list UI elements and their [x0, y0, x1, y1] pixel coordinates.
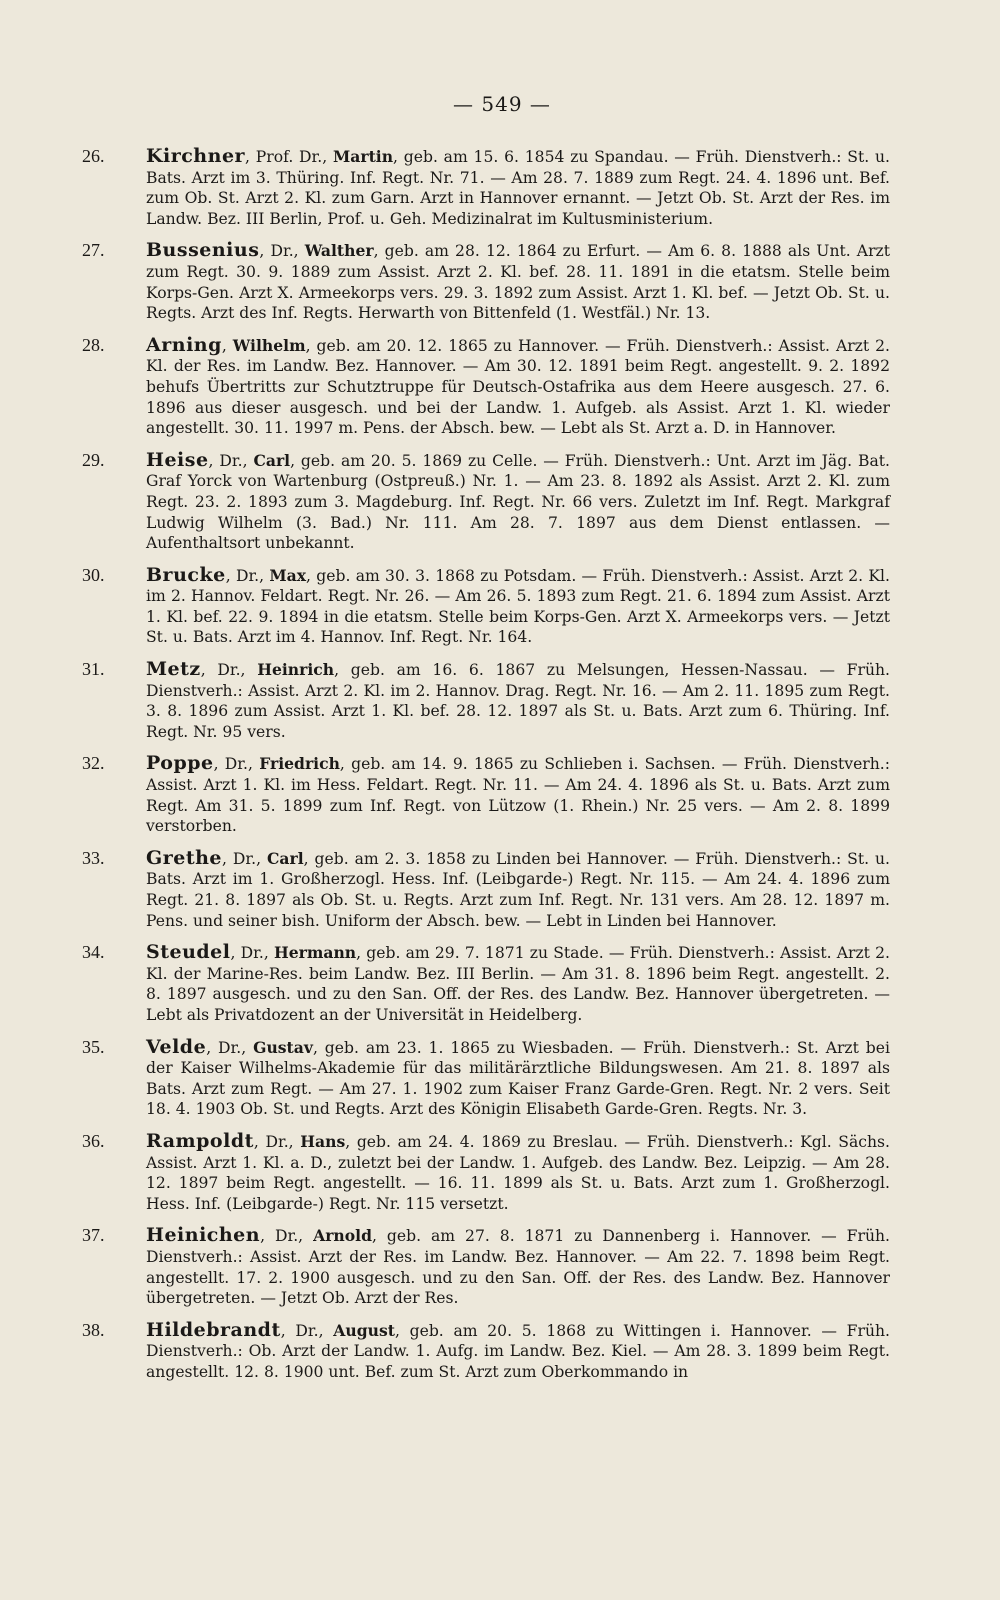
entry-number: 37.: [82, 1225, 105, 1246]
entry-title: , Dr.,: [280, 1321, 334, 1340]
list-item: [82, 1225, 890, 1308]
entry-given-name: Max: [269, 565, 307, 585]
list-item: [82, 450, 890, 554]
entry-number: 29.: [82, 449, 105, 470]
entry-number: 35.: [82, 1036, 105, 1057]
entry-title: ,: [221, 336, 233, 355]
entry-surname: Steudel: [146, 941, 231, 964]
entry-list: [82, 146, 890, 1382]
list-item: [82, 1320, 890, 1383]
entry-surname: Grethe: [146, 846, 223, 869]
list-item: [82, 146, 890, 229]
entry-title: , Dr.,: [200, 661, 258, 680]
entry-text: , geb. am 20. 5. 1869 zu Celle. — Früh. Dienstverh.: Unt. Arzt im Jäg. Bat. Graf Yorck von Wartenburg (Ostpreuß.) Nr. 1. — Am 23. 8. 1892 als Assist. Arzt 2. Kl. zum Regt. 23. 2. 1893 zum 3. Magdeburg. Inf. Regt. Nr. 66 vers. Zuletzt im Inf. Regt. Markgraf Ludwig Wilhelm (3. Bad.) Nr. 111. Am 28. 7. 1897 aus dem Dienst entlassen. — Aufenthaltsort unbekannt.: [146, 451, 891, 553]
entry-surname: Metz: [146, 658, 201, 681]
list-item: [82, 335, 890, 439]
entry-number: 26.: [82, 146, 105, 166]
entry-given-name: Martin: [332, 147, 394, 166]
entry-surname: Rampoldt: [146, 1129, 254, 1152]
list-item: [82, 565, 890, 648]
entry-number: 38.: [82, 1319, 105, 1340]
entry-text: , geb. am 29. 7. 1871 zu Stade. — Früh. Dienstverh.: Assist. Arzt 2. Kl. der Marine-Res. beim Landw. Bez. III Berlin. — Am 31. 8. 1896 beim Regt. angestellt. 2. 8. 1897 ausgesch. und zu den San. Off. der Res. des Landw. Bez. Hannover übergetreten. — Lebt als Privatdozent an der Universität in Heidelberg.: [146, 944, 890, 1024]
list-item: [82, 848, 890, 931]
entry-text: , geb. am 20. 12. 1865 zu Hannover. — Früh. Dienstverh.: Assist. Arzt 2. Kl. der Res. im Landw. Bez. Hannover. — Am 30. 12. 1891 beim Regt. angestellt. 9. 2. 1892 behufs Übertritts zur Schutztruppe für Deutsch-Ostafrika aus dem Heere ausgesch. 27. 6. 1896 aus dieser ausgesch. und bei der Landw. 1. Aufgeb. als Assist. Arzt 1. Kl. wieder angestellt. 30. 11. 1997 m. Pens. der Absch. bew. — Lebt als St. Arzt a. D. in Hannover.: [146, 336, 890, 438]
list-item: [82, 1131, 890, 1214]
entry-title: , Dr.,: [259, 242, 305, 261]
entry-given-name: Gustav: [253, 1037, 313, 1057]
entry-title: , Dr.,: [222, 849, 267, 868]
list-item: [82, 1037, 890, 1120]
entry-number: 36.: [82, 1130, 105, 1151]
entry-number: 34.: [82, 942, 105, 963]
entry-given-name: Carl: [253, 450, 291, 470]
entry-text: , geb. am 14. 9. 1865 zu Schlieben i. Sachsen. — Früh. Dienstverh.: Assist. Arzt 1. Kl. im Hess. Feldart. Regt. Nr. 11. — Am 24. 4. 1896 als St. u. Bats. Arzt zum Regt. Am 31. 5. 1899 zum Inf. Regt. von Lützow (1. Rhein.) Nr. 25 vers. — Am 2. 8. 1899 verstorben.: [146, 755, 891, 836]
entry-text: , geb. am 16. 6. 1867 zu Melsungen, Hessen-Nassau. — Früh. Dienstverh.: Assist. Arzt 2. Kl. im 2. Hannov. Drag. Regt. Nr. 16. — Am 2. 11. 1895 zum Regt. 3. 8. 1896 zum Assist. Arzt 1. Kl. bef. 28. 12. 1897 als St. u. Bats. Arzt zum 6. Thüring. Inf. Regt. Nr. 95 vers.: [146, 661, 890, 741]
entry-surname: Heinichen: [146, 1224, 261, 1247]
entry-number: 30.: [82, 564, 105, 585]
entry-given-name: Walther: [304, 241, 374, 261]
list-item: [82, 942, 890, 1025]
entry-text: , geb. am 2. 3. 1858 zu Linden bei Hannover. — Früh. Dienstverh.: St. u. Bats. Arzt im 1. Großherzogl. Hess. Inf. (Leibgarde-) Regt. Nr. 115. — Am 24. 4. 1896 zum Regt. 21. 8. 1897 als Ob. St. u. Regts. Arzt zum Inf. Regt. Nr. 131 vers. Am 28. 12. 1897 m. Pens. und seiner bish. Uniform der Absch. bew. — Lebt in Linden bei Hannover.: [146, 849, 890, 930]
list-item: [82, 753, 890, 836]
entry-surname: Brucke: [146, 563, 226, 586]
entry-surname: Arning: [146, 333, 222, 356]
entry-given-name: Wilhelm: [232, 335, 306, 355]
entry-title: , Dr.,: [253, 1132, 301, 1151]
entry-surname: Hildebrandt: [146, 1318, 281, 1341]
entry-number: 28.: [82, 334, 105, 355]
entry-title: , Dr.,: [208, 451, 254, 470]
list-item: [82, 659, 890, 742]
entry-surname: Velde: [146, 1035, 207, 1058]
entry-text: , geb. am 23. 1. 1865 zu Wiesbaden. — Früh. Dienstverh.: St. Arzt bei der Kaiser Wilhelms-Akademie für das militärärztliche Bildungswesen. Am 21. 8. 1897 als Bats. Arzt zum Regt. — Am 27. 1. 1902 zum Kaiser Franz Garde-Gren. Regt. Nr. 2 vers. Seit 18. 4. 1903 Ob. St. und Regts. Arzt des Königin Elisabeth Garde-Gren. Regts. Nr. 3.: [146, 1038, 890, 1119]
entry-given-name: Hans: [300, 1131, 346, 1151]
entry-text: , geb. am 20. 5. 1868 zu Wittingen i. Hannover. — Früh. Dienstverh.: Ob. Arzt der Landw. 1. Aufg. im Landw. Bez. Kiel. — Am 28. 3. 1899 beim Regt. angestellt. 12. 8. 1900 unt. Bef. zum St. Arzt zum Oberkommando in: [146, 1321, 891, 1381]
page-number: — 549 —: [453, 92, 551, 116]
entry-given-name: Arnold: [313, 1226, 372, 1246]
entry-number: 32.: [82, 753, 105, 774]
entry-title: , Dr.,: [225, 566, 270, 585]
entry-given-name: Hermann: [273, 943, 357, 963]
entry-given-name: Friedrich: [259, 754, 340, 774]
entry-title: , Dr.,: [230, 944, 274, 963]
entry-number: 27.: [82, 240, 105, 261]
entry-surname: Heise: [146, 448, 209, 471]
entry-given-name: August: [333, 1320, 395, 1340]
entry-text: , geb. am 30. 3. 1868 zu Potsdam. — Früh. Dienstverh.: Assist. Arzt 2. Kl. im 2. Hannov. Feldart. Regt. Nr. 26. — Am 26. 5. 1893 zum Regt. 21. 6. 1894 zum Assist. Arzt 1. Kl. bef. 22. 9. 1894 in die etatsm. Stelle beim Korps-Gen. Arzt X. Armeekorps vers. — Jetzt St. u. Bats. Arzt im 4. Hannov. Inf. Regt. Nr. 164.: [146, 566, 890, 647]
entry-surname: Poppe: [146, 752, 214, 775]
entry-number: 33.: [82, 847, 105, 868]
entry-title: , Prof. Dr.,: [245, 148, 333, 166]
entry-title: , Dr.,: [213, 755, 260, 774]
list-item: [82, 240, 890, 323]
entry-given-name: Heinrich: [257, 660, 335, 680]
entry-number: 31.: [82, 659, 105, 680]
entry-given-name: Carl: [266, 848, 304, 868]
entry-surname: Kirchner: [146, 145, 246, 167]
entry-text: , geb. am 15. 6. 1854 zu Spandau. — Früh. Dienstverh.: St. u. Bats. Arzt im 3. Thüring. Inf. Regt. Nr. 71. — Am 28. 7. 1889 zum Regt. 24. 4. 1896 unt. Bef. zum Ob. St. Arzt 2. Kl. zum Garn. Arzt in Hannover ernannt. — Jetzt Ob. St. Arzt der Res. im Landw. Bez. III Berlin, Prof. u. Geh. Medizinalrat im Kultusministerium.: [146, 148, 890, 228]
entry-title: , Dr.,: [260, 1227, 314, 1246]
entry-title: , Dr.,: [206, 1038, 254, 1057]
entry-text: , geb. am 28. 12. 1864 zu Erfurt. — Am 6. 8. 1888 als Unt. Arzt zum Regt. 30. 9. 1889 zum Assist. Arzt 2. Kl. bef. 28. 11. 1891 in die etatsm. Stelle beim Korps-Gen. Arzt X. Armeekorps vers. 29. 3. 1892 zum Assist. Arzt 1. Kl. bef. — Jetzt Ob. St. u. Regts. Arzt des Inf. Regts. Herwarth von Bittenfeld (1. Westfäl.) Nr. 13.: [146, 242, 891, 323]
entry-text: , geb. am 27. 8. 1871 zu Dannenberg i. Hannover. — Früh. Dienstverh.: Assist. Arzt der Res. im Landw. Bez. Hannover. — Am 22. 7. 1898 beim Regt. angestellt. 17. 2. 1900 ausgesch. und zu den San. Off. der Res. des Landw. Bez. Hannover übergetreten. — Jetzt Ob. Arzt der Res.: [146, 1227, 890, 1308]
entry-surname: Bussenius: [146, 239, 260, 262]
entry-text: , geb. am 24. 4. 1869 zu Breslau. — Früh. Dienstverh.: Kgl. Sächs. Assist. Arzt 1. Kl. a. D., zuletzt bei der Landw. 1. Aufgeb. des Landw. Bez. Leipzig. — Am 28. 12. 1897 beim Regt. angestellt. — 16. 11. 1899 als St. u. Bats. Arzt zum 1. Großherzogl. Hess. Inf. (Leibgarde-) Regt. Nr. 115 versetzt.: [146, 1132, 890, 1213]
